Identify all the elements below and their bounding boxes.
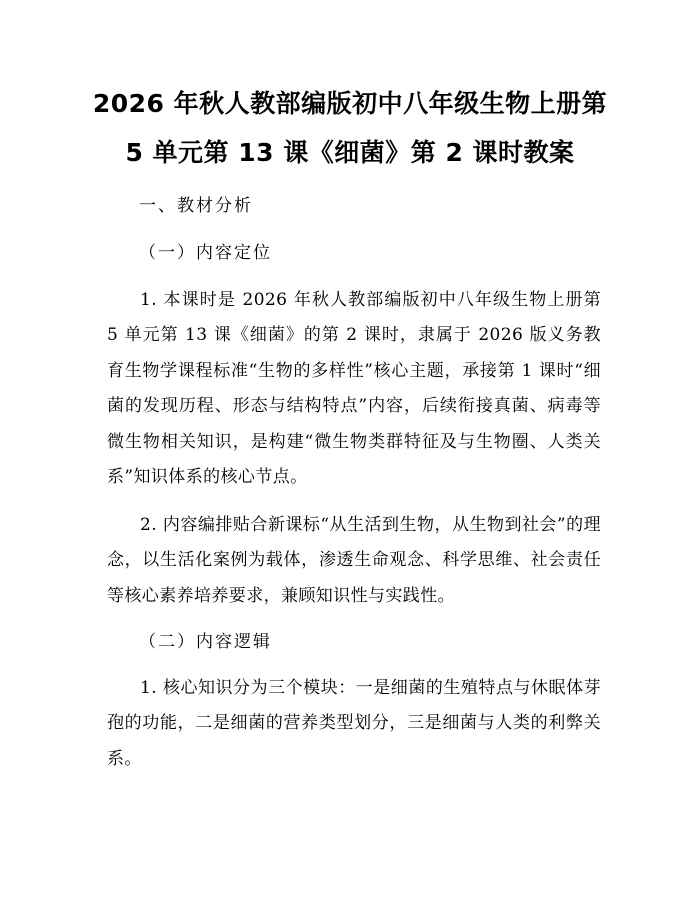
document-title-line-1: 2026 年秋人教部编版初中八年级生物上册第 [92,89,608,118]
subsection-heading-content-positioning: （一）内容定位 [139,243,272,263]
subsection-heading-content-logic: （二）内容逻辑 [139,632,272,652]
section-heading-textbook-analysis: 一、教材分析 [139,196,253,216]
paragraph-1: 1. 本课时是 2026 年秋人教部编版初中八年级生物上册第 5 单元第 13 课《细菌》的第 2 课时，隶属于 2026 版义务教育生物学课程标准“生物的多样性”核心主题，承接第 1 课时“细菌的发现历程、形态与结构特点”内容，后续衔接真菌、病毒等微生物相关知识，是构建“微生物类群特征及与生物圈、人类关系”知识体系的核心节点。 [107,290,601,488]
paragraph-2: 2. 内容编排贴合新课标“从生活到生物，从生物到社会”的理念，以生活化案例为载体，渗透生命观念、科学思维、社会责任等核心素养培养要求，兼顾知识性与实践性。 [107,515,601,606]
document-title-line-2: 5 单元第 13 课《细菌》第 2 课时教案 [125,138,575,167]
paragraph-3: 1. 核心知识分为三个模块：一是细菌的生殖特点与休眠体芽孢的功能，二是细菌的营养类型划分，三是细菌与人类的利弊关系。 [107,678,601,769]
